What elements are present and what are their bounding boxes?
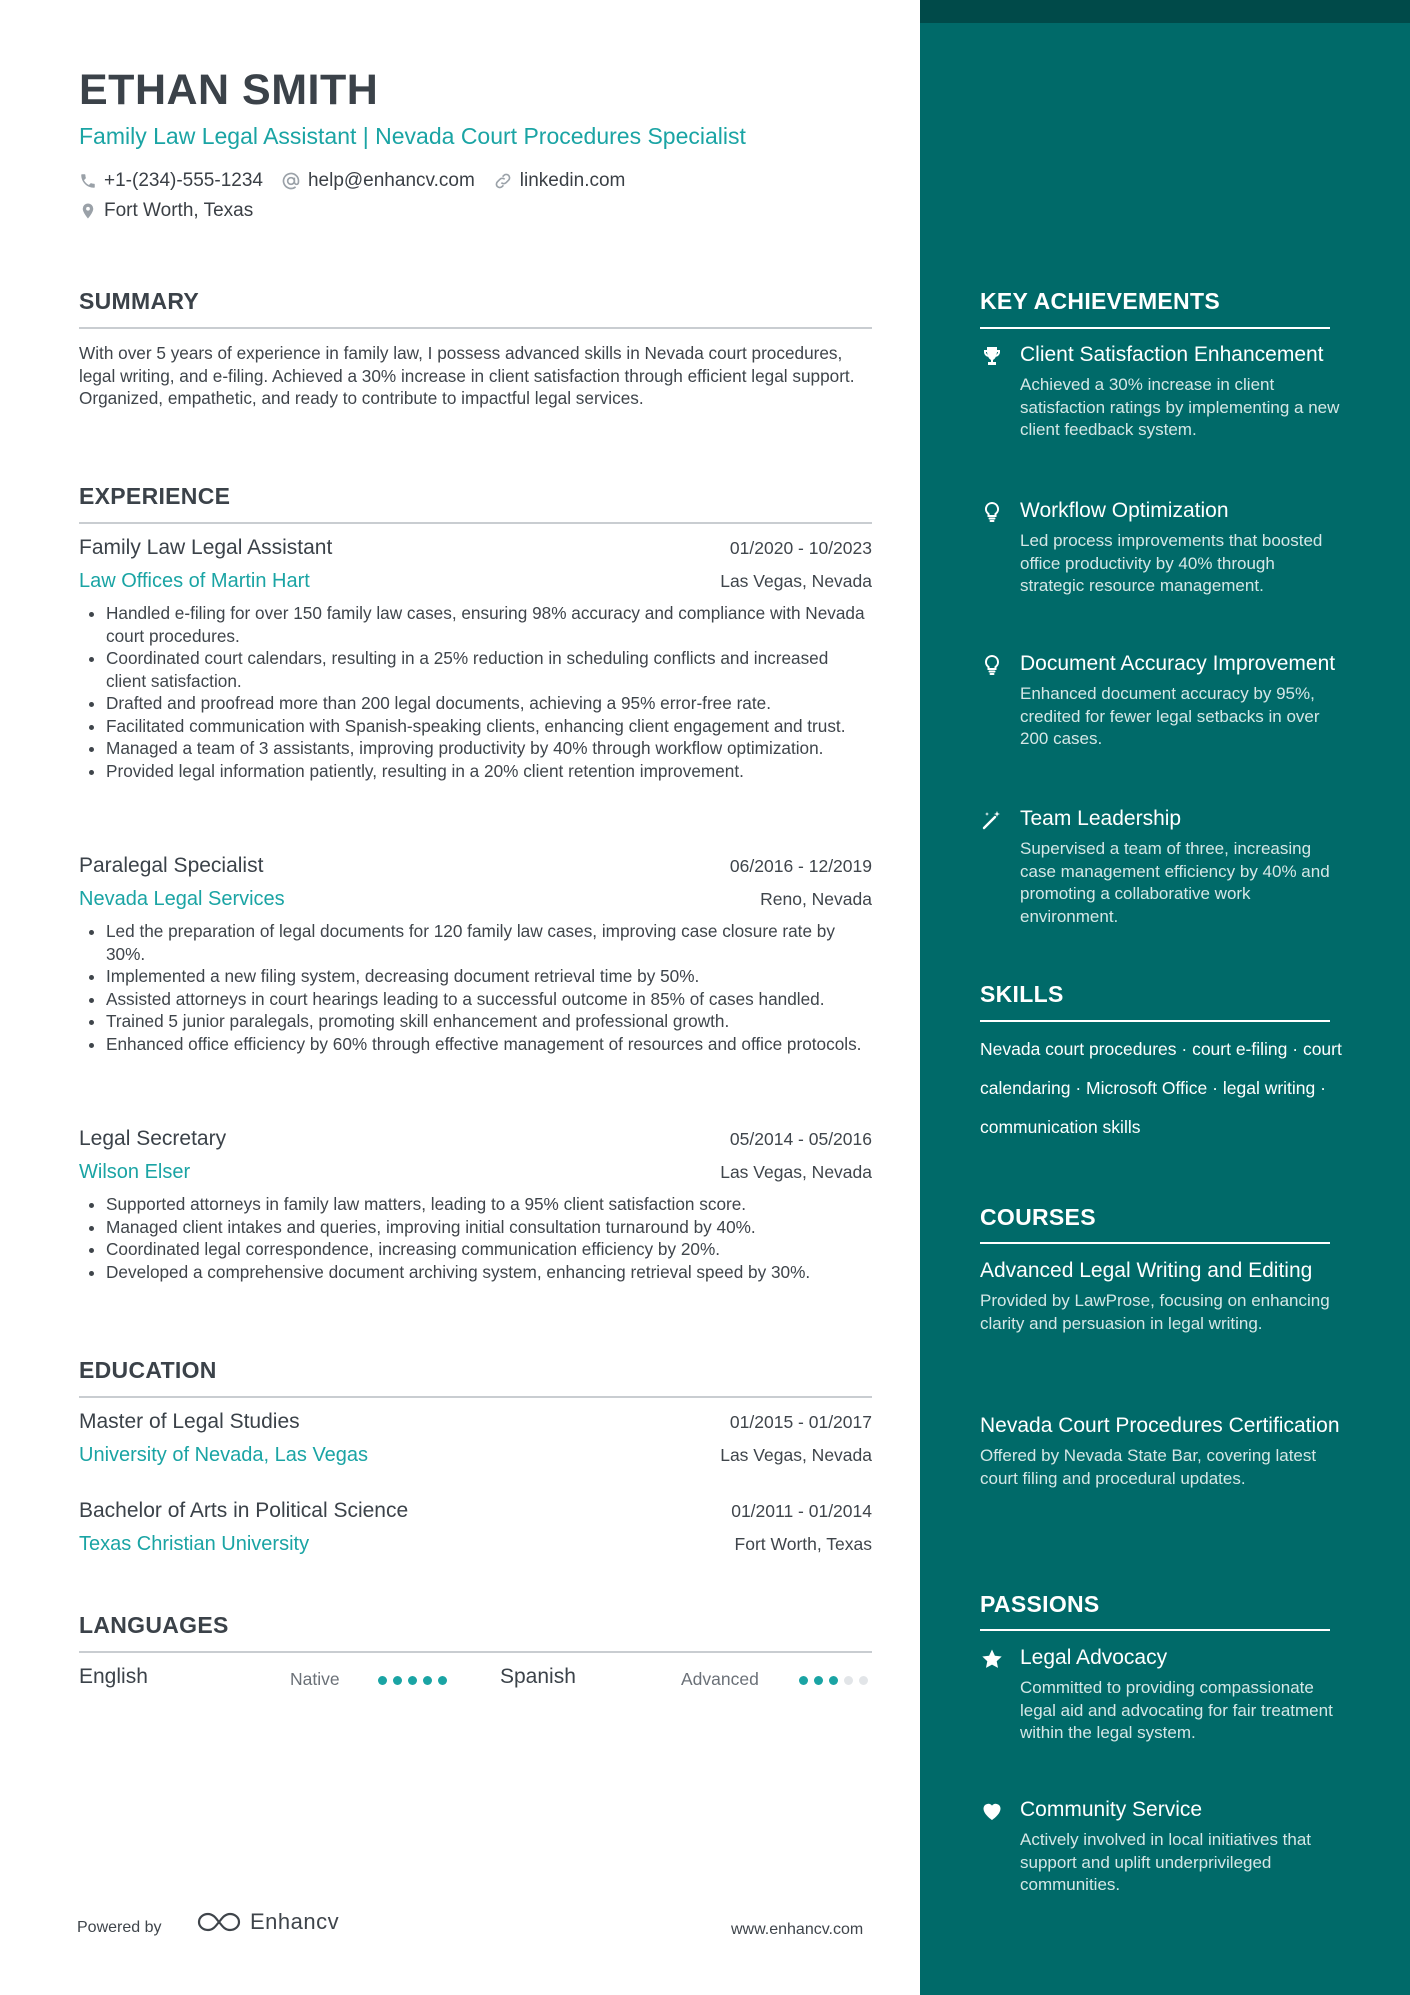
courses-divider (980, 1242, 1330, 1244)
achievement-desc: Supervised a team of three, increasing case management efficiency by 40% and promoting a collaborative work environment. (1020, 839, 1330, 926)
link-icon (493, 171, 513, 191)
rating-dot (859, 1676, 868, 1685)
job-bullet: • Supported attorneys in family law matters, leading to a 95% client satisfaction score. (106, 1193, 872, 1216)
job-title: Legal Secretary (79, 1127, 227, 1150)
languages-row (79, 1665, 872, 1695)
job-entry (79, 536, 872, 782)
school: Texas Christian University (79, 1533, 310, 1555)
skill-item: Nevada court procedures (980, 1039, 1177, 1059)
email-contact[interactable] (281, 170, 475, 192)
education-entry (79, 1410, 872, 1474)
course-title: Advanced Legal Writing and Editing (980, 1259, 1313, 1282)
course-desc: Provided by LawProse, focusing on enhancing clarity and persuasion in legal writing. (980, 1291, 1330, 1333)
language-name: English (79, 1665, 148, 1688)
languages-heading: LANGUAGES (79, 1612, 229, 1638)
skill-item: Microsoft Office (1086, 1078, 1208, 1098)
languages-divider (79, 1651, 872, 1653)
contact-row (79, 170, 643, 192)
language-rating (799, 1676, 874, 1685)
experience-heading: EXPERIENCE (79, 483, 231, 509)
heart-icon (980, 1799, 1004, 1823)
location-contact (79, 200, 253, 222)
skill-separator: · (1070, 1078, 1087, 1098)
job-dates: 01/2020 - 10/2023 (729, 538, 872, 558)
rating-dot (393, 1676, 402, 1685)
summary-text: With over 5 years of experience in family law, I possess advanced skills in Nevada court procedures, legal writing, and e-filing. Achieved a 30% increase in client satisfaction through efficient legal support. Organized, empathetic, and ready to contribute to impactful legal services. (79, 343, 855, 408)
job-bullet: • Handled e-filing for over 150 family law cases, ensuring 98% accuracy and compliance with Nevada court procedures. (106, 602, 872, 647)
phone-contact[interactable] (79, 170, 263, 192)
passions-heading: PASSIONS (980, 1591, 1100, 1617)
job-bullets (79, 602, 872, 782)
skill-item: court e-filing (1192, 1039, 1288, 1059)
job-entry (79, 1127, 872, 1283)
school-location: Fort Worth, Texas (734, 1534, 872, 1554)
school: University of Nevada, Las Vegas (79, 1444, 369, 1466)
linkedin-contact[interactable] (493, 170, 626, 192)
degree: Master of Legal Studies (79, 1410, 300, 1433)
job-company: Nevada Legal Services (79, 888, 285, 910)
job-bullet: • Managed client intakes and queries, improving initial consultation turnaround by 40%. (106, 1216, 872, 1239)
job-bullet: • Trained 5 junior paralegals, promoting skill enhancement and professional growth. (106, 1010, 872, 1033)
summary-heading: SUMMARY (79, 288, 200, 314)
linkedin-text: linkedin.com (519, 170, 626, 191)
passion-item (980, 1796, 1340, 1897)
education-dates: 01/2011 - 01/2014 (731, 1501, 872, 1521)
skills-divider (980, 1020, 1330, 1022)
achievement-item (980, 341, 1340, 442)
passion-item (980, 1644, 1340, 1745)
achievement-desc: Enhanced document accuracy by 95%, credited for fewer legal setbacks in over 200 cases. (1020, 684, 1320, 748)
skill-item: court calendaring (980, 1039, 1342, 1098)
job-bullet: • Developed a comprehensive document archiving system, enhancing retrieval speed by 30%. (106, 1261, 872, 1284)
candidate-headline: Family Law Legal Assistant | Nevada Court Procedures Specialist (79, 123, 746, 149)
rating-dot (814, 1676, 823, 1685)
skills-heading: SKILLS (980, 981, 1064, 1007)
rating-dot (408, 1676, 417, 1685)
achievements-divider (980, 327, 1330, 329)
course-item (980, 1257, 1340, 1335)
job-bullet: • Enhanced office efficiency by 60% through effective management of resources and office protocols. (106, 1033, 872, 1056)
at-sign-icon (281, 171, 301, 191)
skill-separator: · (1207, 1078, 1223, 1098)
trophy-icon (980, 344, 1004, 368)
achievement-desc: Led process improvements that boosted office productivity by 40% through strategic resource management. (1020, 531, 1323, 595)
summary-divider (79, 327, 872, 329)
achievement-desc: Achieved a 30% increase in client satisfaction ratings by implementing a new client feedback system. (1020, 375, 1340, 439)
achievement-title: Client Satisfaction Enhancement (1020, 343, 1324, 366)
job-location: Reno, Nevada (760, 889, 872, 909)
job-title: Family Law Legal Assistant (79, 536, 333, 559)
job-bullet: • Assisted attorneys in court hearings leading to a successful outcome in 85% of cases handled. (106, 988, 872, 1011)
job-company: Wilson Elser (79, 1161, 191, 1183)
job-bullet: • Coordinated court calendars, resulting in a 25% reduction in scheduling conflicts and increased client satisfaction. (106, 647, 872, 692)
phone-text: +1-(234)-555-1234 (104, 170, 263, 191)
job-bullet: • Implemented a new filing system, decreasing document retrieval time by 50%. (106, 965, 872, 988)
passion-desc: Actively involved in local initiatives that support and uplift underprivileged communities. (1020, 1830, 1312, 1894)
rating-dot (799, 1676, 808, 1685)
course-title: Nevada Court Procedures Certification (980, 1414, 1340, 1437)
location-pin-icon (79, 201, 97, 221)
job-bullets (79, 920, 872, 1055)
job-company: Law Offices of Martin Hart (79, 570, 310, 592)
education-entry (79, 1499, 872, 1563)
lightbulb-icon (980, 653, 1004, 677)
job-entry (79, 854, 872, 1055)
rating-dot (378, 1676, 387, 1685)
rating-dot (423, 1676, 432, 1685)
job-dates: 06/2016 - 12/2019 (729, 856, 872, 876)
skill-item: legal writing (1222, 1078, 1316, 1098)
candidate-name: ETHAN SMITH (79, 66, 379, 114)
email-text: help@enhancv.com (307, 170, 475, 191)
rating-dot (438, 1676, 447, 1685)
experience-divider (79, 522, 872, 524)
job-dates: 05/2014 - 05/2016 (729, 1129, 872, 1149)
job-bullet: • Provided legal information patiently, resulting in a 20% client retention improvement. (106, 760, 872, 783)
infinity-logo-icon (196, 1909, 242, 1935)
achievement-title: Team Leadership (1020, 807, 1182, 830)
language-level: Native (290, 1669, 340, 1689)
passions-divider (980, 1629, 1330, 1631)
passion-title: Legal Advocacy (1020, 1646, 1168, 1669)
powered-by-label: Powered by (77, 1919, 162, 1936)
language-level: Advanced (681, 1669, 759, 1689)
lightbulb-icon (980, 500, 1004, 524)
skill-separator: · (1315, 1078, 1326, 1098)
job-bullets (79, 1193, 872, 1283)
job-bullet: • Managed a team of 3 assistants, improving productivity by 40% through workflow optimization. (106, 737, 872, 760)
course-item (980, 1412, 1340, 1490)
magic-wand-icon (980, 808, 1004, 832)
job-bullet: • Drafted and proofread more than 200 legal documents, achieving a 95% error-free rate. (106, 692, 872, 715)
sidebar (920, 0, 1410, 1995)
language-name: Spanish (500, 1665, 576, 1688)
degree: Bachelor of Arts in Political Science (79, 1499, 409, 1522)
location-text: Fort Worth, Texas (104, 200, 254, 221)
skill-separator: · (1287, 1039, 1303, 1059)
footer-url[interactable]: www.enhancv.com (731, 1921, 864, 1938)
achievement-item (980, 497, 1340, 598)
skill-separator: · (1176, 1039, 1193, 1059)
sidebar-top-bar (920, 0, 1410, 23)
phone-icon (79, 172, 97, 190)
achievement-item (980, 805, 1340, 928)
job-bullet: • Facilitated communication with Spanish-speaking clients, enhancing client engagement and trust. (106, 715, 872, 738)
enhancv-logo[interactable] (196, 1909, 339, 1935)
achievement-title: Document Accuracy Improvement (1020, 652, 1336, 675)
education-divider (79, 1396, 872, 1398)
achievement-title: Workflow Optimization (1020, 499, 1229, 522)
achievements-heading: KEY ACHIEVEMENTS (980, 288, 1220, 314)
star-icon (980, 1647, 1004, 1671)
job-title: Paralegal Specialist (79, 854, 264, 877)
education-heading: EDUCATION (79, 1357, 217, 1383)
education-dates: 01/2015 - 01/2017 (729, 1412, 872, 1432)
courses-heading: COURSES (980, 1204, 1096, 1230)
job-bullet: • Led the preparation of legal documents for 120 family law cases, improving case closure rate by 30%. (106, 920, 872, 965)
rating-dot (844, 1676, 853, 1685)
passion-title: Community Service (1020, 1798, 1203, 1821)
job-location: Las Vegas, Nevada (720, 571, 872, 591)
job-location: Las Vegas, Nevada (720, 1162, 872, 1182)
skill-item: communication skills (980, 1117, 1141, 1137)
school-location: Las Vegas, Nevada (720, 1445, 872, 1465)
passion-desc: Committed to providing compassionate legal aid and advocating for fair treatment within the legal system. (1020, 1678, 1333, 1742)
job-bullet: • Coordinated legal correspondence, increasing communication efficiency by 20%. (106, 1238, 872, 1261)
skills-list (980, 1030, 1350, 1147)
location-row (79, 200, 271, 222)
achievement-item (980, 650, 1340, 751)
rating-dot (829, 1676, 838, 1685)
course-desc: Offered by Nevada State Bar, covering latest court filing and procedural updates. (980, 1446, 1317, 1488)
brand-name: Enhancv (250, 1909, 340, 1934)
language-rating (378, 1676, 453, 1685)
